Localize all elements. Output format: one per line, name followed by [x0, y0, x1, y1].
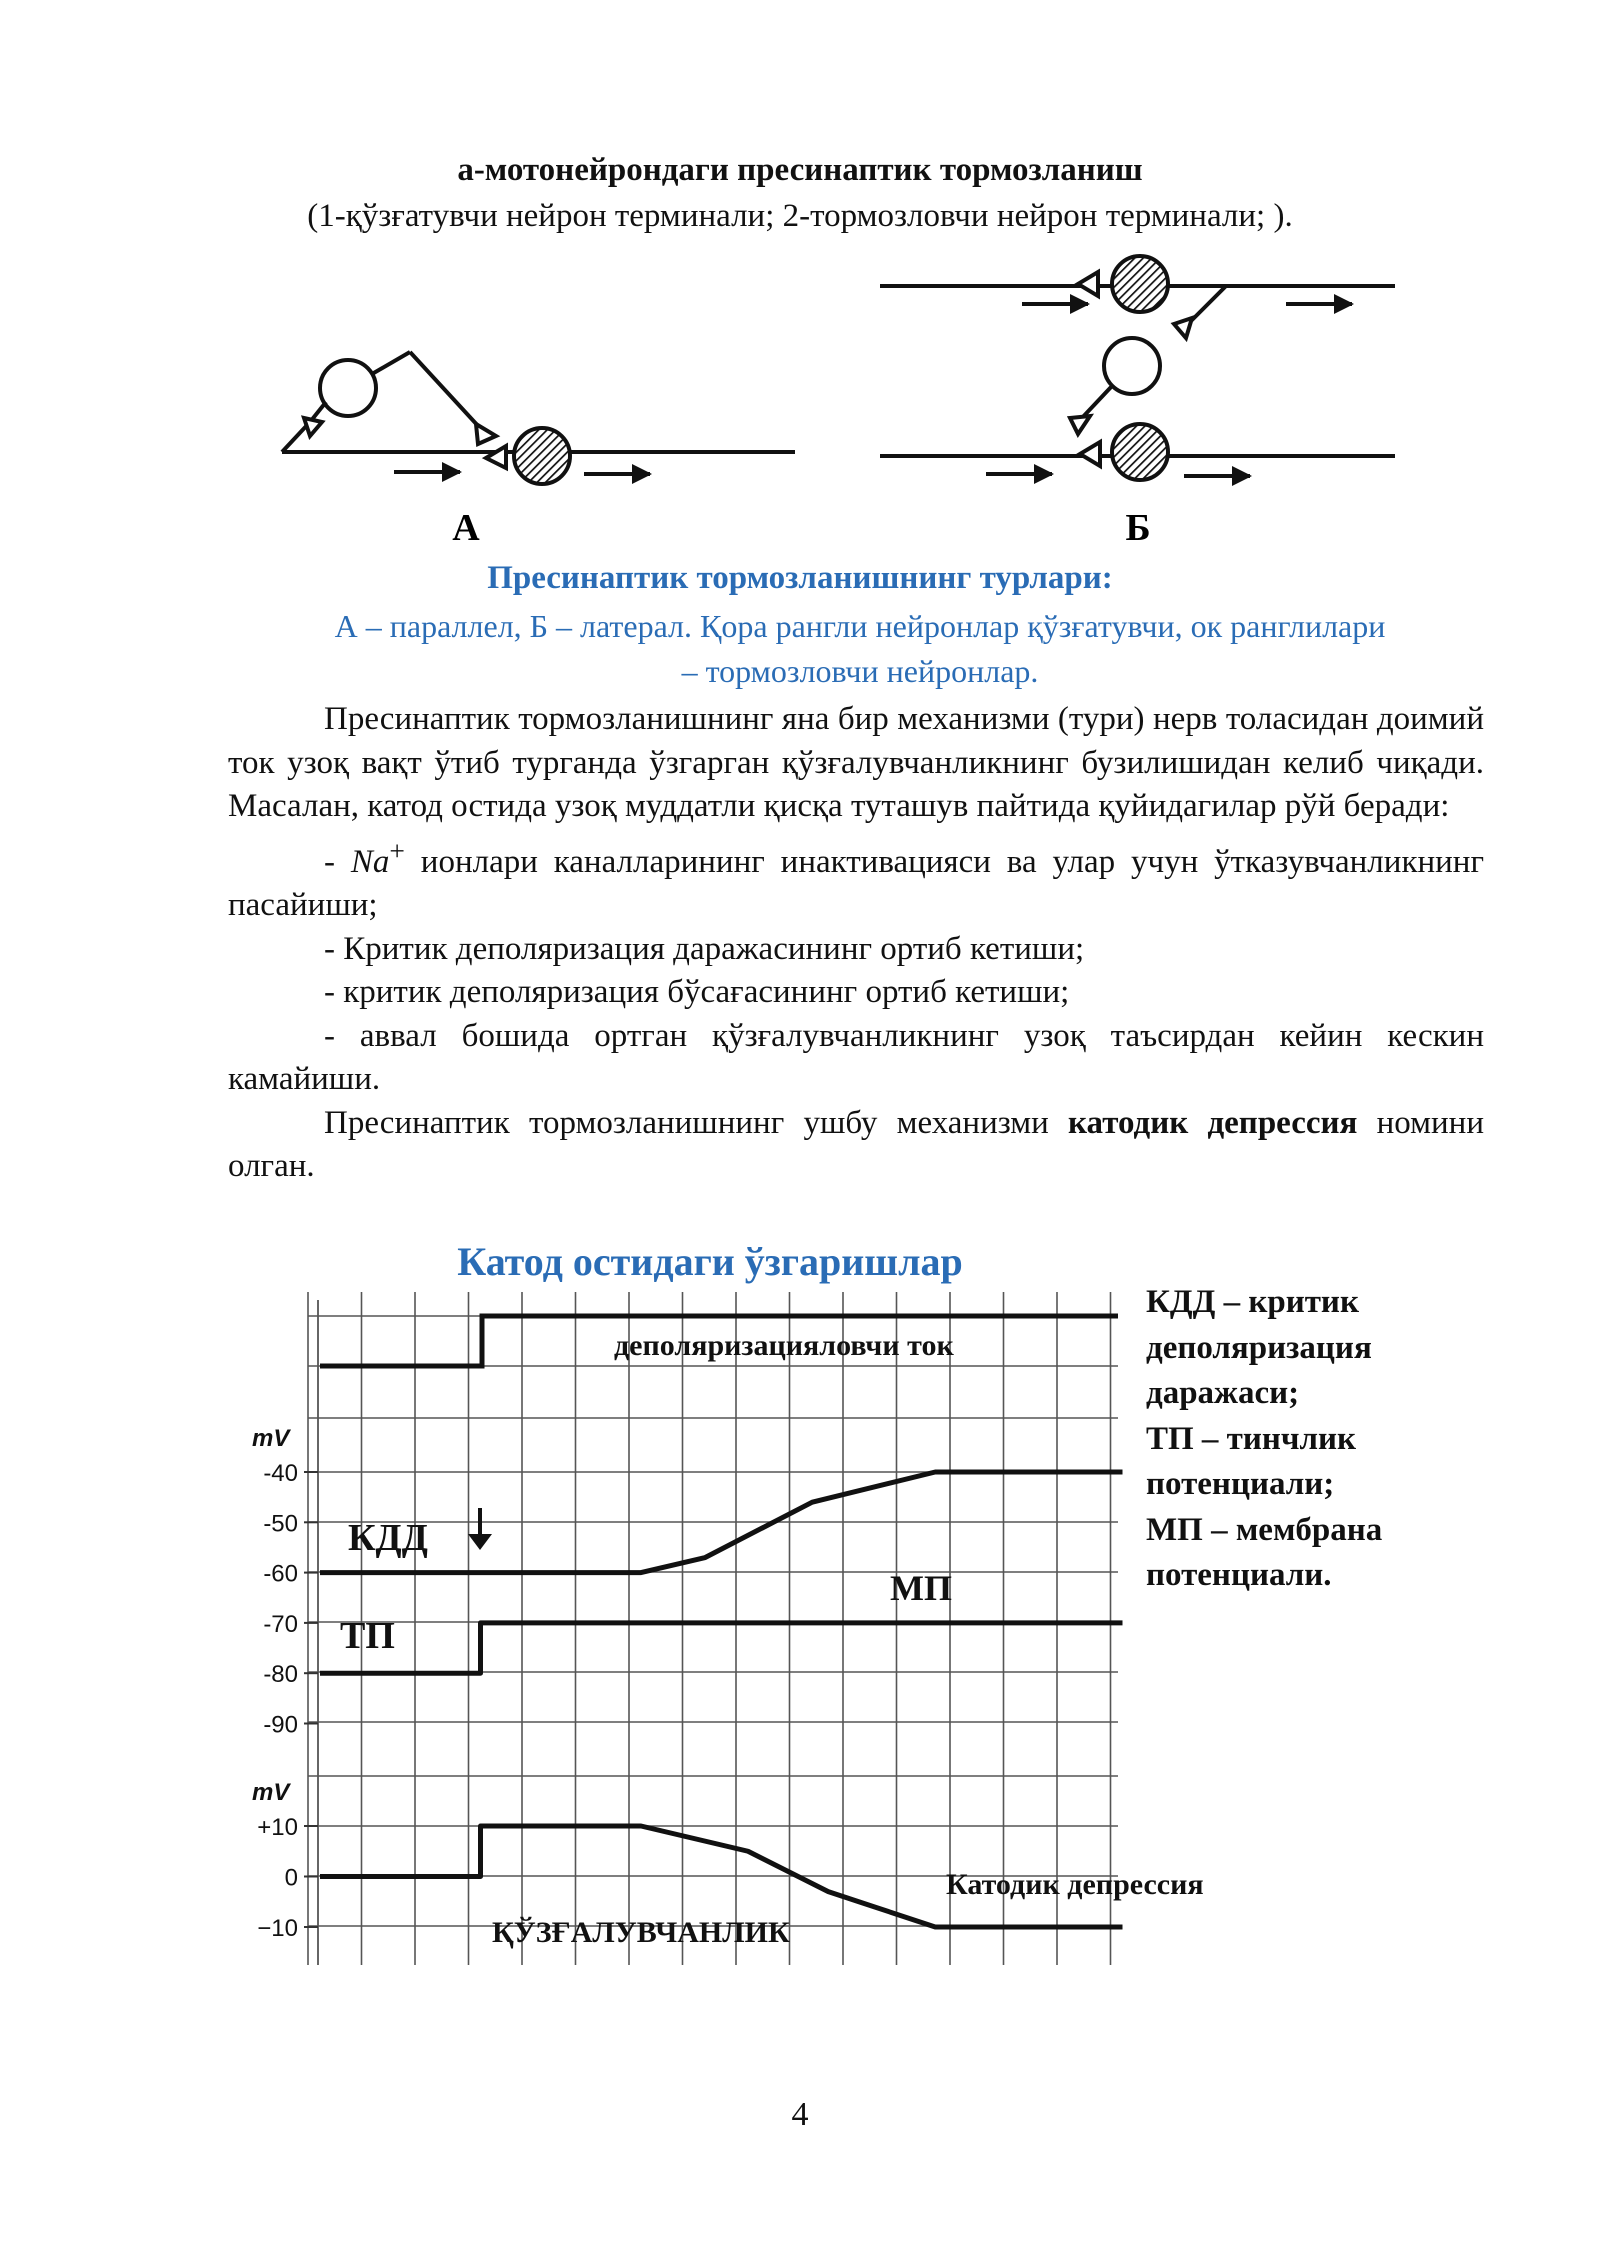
y-tick-label: -80: [263, 1661, 298, 1689]
chart-grid: [304, 1292, 1118, 1965]
list-item-2: - Критик деполяризация даражасининг ортиб кетиши;: [324, 930, 1085, 967]
y-tick-label: -90: [263, 1711, 298, 1739]
diagram-caption-line1: А – параллел, Б – латерал. Қора рангли нейронлар қўзғатувчи, ок ранглилари: [334, 608, 1386, 644]
paragraph-2-text: Пресинаптик тормозланишнинг ушбу механизми: [324, 1104, 1069, 1141]
ion-charge: +: [389, 834, 405, 866]
label-a: А: [452, 507, 480, 549]
legend-line-3: даражаси;: [1146, 1375, 1300, 1411]
y-tick-label: −10: [257, 1915, 298, 1942]
y-tick-label: +10: [257, 1814, 298, 1841]
list-item-1-text: ионлари каналларининг инактивацияси ва улар учун ўтказувчанликнинг пасайиши;: [228, 843, 1484, 923]
list-item-3: - критик деполяризация бўсағасининг ортиб кетиши;: [324, 974, 1070, 1010]
y-tick-label: 0: [284, 1864, 298, 1892]
sodium-ion: Na: [350, 843, 390, 880]
y-tick-label: -40: [263, 1460, 298, 1487]
kdd-label: КДД: [348, 1517, 428, 1559]
legend-line-7: потенциали.: [1146, 1557, 1332, 1593]
paragraph-2-end: номини олган.: [228, 1104, 1484, 1184]
tp-label: ТП: [340, 1615, 395, 1657]
kdd-arrow-head: [468, 1534, 492, 1550]
y-unit-top: mV: [252, 1425, 290, 1452]
excitability-label: ҚЎЗҒАЛУВЧАНЛИК: [492, 1916, 790, 1949]
y-tick-label: -60: [263, 1560, 298, 1588]
tp-trace: [320, 1623, 1123, 1673]
chart-legend: [1146, 1280, 1506, 1599]
list-item-4: - аввал бошида ортган қўзғалувчанликнинг узоқ таъсирдан кейин кескин камайиши.: [228, 1017, 1484, 1097]
chart-title: Катод остидаги ўзгаришлар: [457, 1239, 963, 1284]
page-number: 4: [791, 2096, 809, 2133]
current-label: деполяризацияловчи ток: [614, 1329, 954, 1362]
figure-subheading: (1-қўзғатувчи нейрон терминали; 2-тормозловчи нейрон терминали; ).: [307, 198, 1293, 234]
label-b: Б: [1125, 507, 1151, 549]
depression-label: Катодик депрессия: [946, 1868, 1204, 1901]
legend-line-1: КДД – критик: [1146, 1284, 1359, 1320]
legend-line-5: потенциали;: [1146, 1466, 1335, 1502]
y-tick-label: -70: [263, 1610, 298, 1638]
term-cathodic-depression: катодик депрессия: [1068, 1104, 1358, 1141]
diagram-caption-line2: – тормозловчи нейронлар.: [681, 653, 1039, 689]
list-item-1-dash: -: [324, 843, 351, 880]
paragraph-1: Пресинаптик тормозланишнинг яна бир механизми (тури) нерв толасидан доимий ток узоқ вақт ўтиб турганда ўзгарган қўзғалувчанликнинг бузилишидан келиб чиқади. Масалан, катод остида узоқ муддатли қисқа туташув пайтида қуйидагилар рўй беради:: [228, 701, 1484, 824]
legend-line-2: деполяризация: [1146, 1329, 1372, 1366]
chart-labels: [252, 1329, 1204, 1949]
legend-line-4: ТП – тинчлик: [1146, 1420, 1357, 1457]
y-unit-bottom: mV: [252, 1779, 290, 1806]
mp-label: МП: [890, 1568, 952, 1608]
y-tick-label: -50: [263, 1510, 298, 1538]
legend-line-6: МП – мембрана: [1146, 1511, 1383, 1548]
figure-heading: а-мотонейрондаги пресинаптик тормозланиш: [457, 152, 1143, 188]
diagram-caption-title: Пресинаптик тормозланишнинг турлари:: [487, 560, 1113, 596]
